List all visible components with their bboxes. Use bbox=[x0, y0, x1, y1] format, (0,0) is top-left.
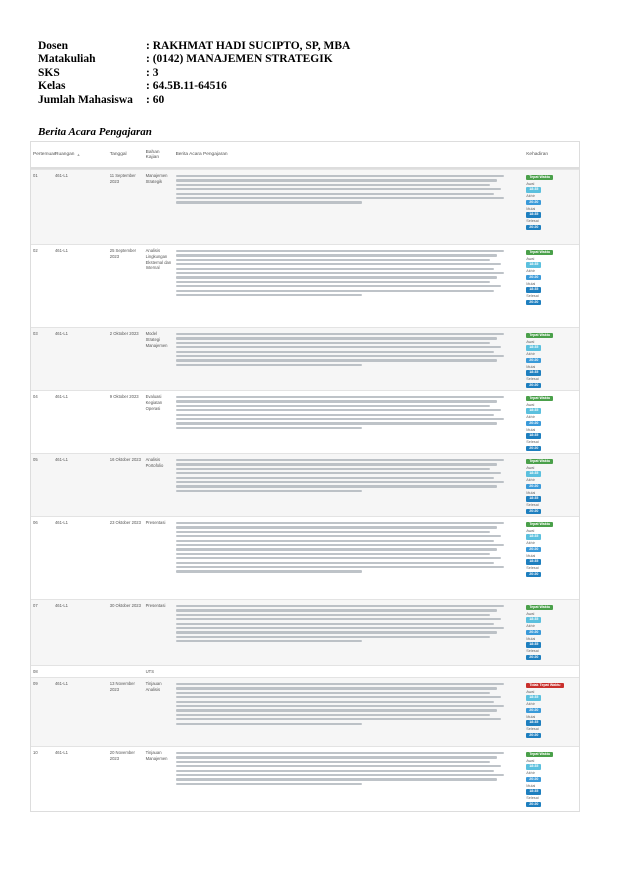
label-awal: Awal bbox=[526, 181, 535, 186]
cell-ruangan: 461-L1 bbox=[54, 248, 68, 253]
label-akhir: Akhir bbox=[526, 702, 535, 706]
text-line bbox=[176, 535, 501, 537]
cell-ruangan: 461-L1 bbox=[54, 331, 68, 336]
cell-ruangan: 461-L1 bbox=[54, 520, 68, 525]
cell-kehadiran bbox=[516, 747, 579, 811]
label-awal: Awal bbox=[526, 402, 535, 407]
time-badge: 20:20 bbox=[526, 547, 541, 553]
cell-tanggal: 23 Oktober 2023 bbox=[109, 520, 141, 525]
text-line bbox=[176, 405, 491, 407]
cell-berita-acara bbox=[174, 245, 517, 327]
text-line bbox=[176, 188, 501, 190]
text-line bbox=[176, 640, 362, 642]
text-line bbox=[176, 692, 491, 694]
table-row bbox=[31, 599, 579, 665]
time-badge: 18:35 bbox=[526, 262, 541, 268]
cell-tanggal bbox=[108, 666, 144, 677]
text-line bbox=[176, 418, 505, 420]
info-row bbox=[38, 67, 350, 80]
text-line bbox=[176, 540, 494, 542]
time-badge: 20:20 bbox=[526, 708, 541, 714]
text-line bbox=[176, 250, 505, 252]
time-badge: 18:35 bbox=[526, 496, 541, 502]
cell-bahan-kajian: Model Strategi Manajemen bbox=[145, 331, 168, 348]
table-body bbox=[31, 169, 579, 811]
text-line bbox=[176, 531, 491, 533]
text-line bbox=[176, 609, 498, 611]
status-stack bbox=[526, 681, 577, 740]
text-line bbox=[176, 557, 501, 559]
label-selesai: Selesai bbox=[526, 377, 539, 381]
cell-kehadiran bbox=[516, 600, 579, 665]
text-line bbox=[176, 184, 491, 186]
info-label: Kelas bbox=[38, 80, 66, 93]
cell-ruangan: 461-L1 bbox=[54, 750, 68, 755]
label-selesai: Selesai bbox=[526, 566, 539, 570]
cell-pertemuan: 07 bbox=[33, 603, 38, 608]
text-line bbox=[176, 526, 498, 528]
text-line bbox=[176, 696, 501, 698]
text-line bbox=[176, 409, 501, 411]
text-line bbox=[176, 472, 501, 474]
text-line bbox=[176, 346, 501, 348]
text-line bbox=[176, 294, 362, 296]
info-value: : 60 bbox=[146, 93, 165, 106]
time-badge: 18:35 bbox=[526, 187, 541, 193]
info-row bbox=[38, 53, 350, 66]
status-stack bbox=[526, 457, 577, 516]
time-badge: 20:20 bbox=[526, 200, 541, 206]
cell-tanggal: 25 September 2023 bbox=[109, 248, 137, 259]
time-badge: 18:35 bbox=[526, 642, 541, 648]
text-line bbox=[176, 709, 498, 711]
time-badge: 20:20 bbox=[526, 802, 541, 808]
time-badge: 18:35 bbox=[526, 764, 541, 770]
cell-tanggal: 2 Oktober 2023 bbox=[109, 331, 139, 336]
label-mulai: Mulai bbox=[526, 427, 536, 432]
cell-bahan-kajian: Analisis Portofolio bbox=[145, 457, 164, 468]
status-badge: Tidak Tepat Waktu bbox=[526, 683, 563, 689]
text-line bbox=[176, 359, 498, 361]
label-selesai: Selesai bbox=[526, 796, 539, 800]
text-line bbox=[176, 254, 498, 256]
text-line bbox=[176, 627, 505, 629]
time-badge: 20:20 bbox=[526, 421, 541, 427]
time-badge: 20:20 bbox=[526, 655, 541, 661]
text-line bbox=[176, 427, 362, 429]
cell-ruangan: 461-L1 bbox=[54, 603, 68, 608]
label-selesai: Selesai bbox=[526, 649, 539, 653]
time-badge: 20:20 bbox=[526, 777, 541, 783]
time-badge: 18:35 bbox=[526, 408, 541, 414]
text-line bbox=[176, 605, 505, 607]
cell-ruangan: 461-L1 bbox=[54, 394, 68, 399]
text-line bbox=[176, 522, 505, 524]
label-awal: Awal bbox=[526, 689, 535, 694]
label-selesai: Selesai bbox=[526, 503, 539, 507]
text-line bbox=[176, 481, 505, 483]
label-mulai: Mulai bbox=[526, 553, 536, 558]
text-line bbox=[176, 701, 494, 703]
label-akhir: Akhir bbox=[526, 352, 535, 356]
time-badge: 20:20 bbox=[526, 225, 541, 231]
text-line bbox=[176, 355, 505, 357]
time-badge: 18:35 bbox=[526, 345, 541, 351]
col-bahan-kajian[interactable]: Bahan Kajian bbox=[145, 149, 160, 160]
cell-tanggal: 11 September 2023 bbox=[109, 173, 136, 184]
cell-pertemuan: 02 bbox=[33, 248, 38, 253]
label-mulai: Mulai bbox=[526, 490, 536, 495]
cell-tanggal: 16 Oktober 2023 bbox=[109, 457, 141, 462]
text-line bbox=[176, 714, 491, 716]
col-kehadiran[interactable]: Kehadiran bbox=[526, 152, 549, 157]
cell-kehadiran bbox=[516, 170, 579, 244]
time-badge: 20:20 bbox=[526, 300, 541, 306]
table-row bbox=[31, 169, 579, 244]
section-title: Berita Acara Pengajaran bbox=[38, 126, 152, 138]
cell-pertemuan: 06 bbox=[33, 520, 38, 525]
text-line bbox=[176, 364, 362, 366]
text-line bbox=[176, 623, 494, 625]
text-line bbox=[176, 618, 501, 620]
label-selesai: Selesai bbox=[526, 219, 539, 223]
cell-pertemuan: 10 bbox=[33, 750, 38, 755]
status-badge: Tepat Waktu bbox=[526, 459, 553, 465]
text-line bbox=[176, 761, 491, 763]
table-row bbox=[31, 453, 579, 516]
text-line bbox=[176, 723, 362, 725]
label-selesai: Selesai bbox=[526, 727, 539, 731]
info-row bbox=[38, 94, 350, 107]
time-badge: 18:35 bbox=[526, 433, 541, 439]
status-badge: Tepat Waktu bbox=[526, 396, 553, 402]
status-badge: Tepat Waktu bbox=[526, 175, 553, 181]
time-badge: 20:20 bbox=[526, 275, 541, 281]
cell-pertemuan: 01 bbox=[33, 173, 38, 178]
text-line bbox=[176, 396, 505, 398]
cell-bahan-kajian: Tinjauan Analisis bbox=[145, 681, 162, 692]
table-header bbox=[31, 142, 579, 169]
cell-berita-acara bbox=[174, 747, 517, 811]
cell-bahan-kajian: Presentasi bbox=[145, 603, 166, 608]
label-akhir: Akhir bbox=[526, 415, 535, 419]
text-line bbox=[176, 614, 491, 616]
label-akhir: Akhir bbox=[526, 771, 535, 775]
label-awal: Awal bbox=[526, 339, 535, 344]
info-value: : (0142) MANAJEMEN STRATEGIK bbox=[146, 53, 333, 66]
text-line bbox=[176, 752, 505, 754]
info-row bbox=[38, 80, 350, 93]
label-akhir: Akhir bbox=[526, 194, 535, 198]
cell-ruangan: 461-L1 bbox=[54, 681, 68, 686]
cell-pertemuan: 03 bbox=[33, 331, 38, 336]
cell-ruangan: 461-L1 bbox=[54, 173, 68, 178]
cell-berita-acara bbox=[174, 454, 517, 516]
table-row bbox=[31, 665, 579, 677]
text-line bbox=[176, 263, 501, 265]
text-line bbox=[176, 290, 494, 292]
status-stack bbox=[526, 173, 577, 232]
cell-berita-acara bbox=[174, 170, 517, 244]
cell-bahan-kajian: UTS bbox=[145, 669, 154, 674]
cell-berita-acara bbox=[174, 666, 517, 677]
text-line bbox=[176, 463, 498, 465]
table-row bbox=[31, 516, 579, 599]
status-badge: Tepat Waktu bbox=[526, 250, 553, 256]
info-value: : 64.5B.11-64516 bbox=[146, 80, 227, 93]
label-selesai: Selesai bbox=[526, 294, 539, 298]
text-line bbox=[176, 175, 505, 177]
text-line bbox=[176, 414, 494, 416]
cell-bahan-kajian: Presentasi bbox=[145, 520, 166, 525]
text-line bbox=[176, 544, 505, 546]
text-line bbox=[176, 259, 491, 261]
cell-kehadiran bbox=[516, 454, 579, 516]
text-line bbox=[176, 351, 494, 353]
label-mulai: Mulai bbox=[526, 783, 536, 788]
info-row bbox=[38, 40, 350, 53]
status-stack bbox=[526, 750, 577, 809]
time-badge: 18:35 bbox=[526, 287, 541, 293]
status-badge: Tepat Waktu bbox=[526, 522, 553, 528]
label-akhir: Akhir bbox=[526, 269, 535, 273]
text-line bbox=[176, 477, 494, 479]
table-row bbox=[31, 390, 579, 453]
text-line bbox=[176, 774, 505, 776]
cell-berita-acara bbox=[174, 600, 517, 665]
text-line bbox=[176, 422, 498, 424]
cell-pertemuan: 04 bbox=[33, 394, 38, 399]
status-badge: Tepat Waktu bbox=[526, 752, 553, 758]
cell-tanggal: 9 Oktober 2023 bbox=[109, 394, 139, 399]
time-badge: 20:20 bbox=[526, 509, 541, 515]
cell-pertemuan: 09 bbox=[33, 681, 38, 686]
text-line bbox=[176, 756, 498, 758]
time-badge: 18:35 bbox=[526, 559, 541, 565]
text-line bbox=[176, 570, 362, 572]
time-badge: 20:20 bbox=[526, 733, 541, 739]
info-value: : RAKHMAT HADI SUCIPTO, SP, MBA bbox=[146, 40, 351, 52]
cell-tanggal: 20 November 2023 bbox=[109, 750, 135, 761]
time-badge: 20:20 bbox=[526, 572, 541, 578]
status-stack bbox=[526, 603, 577, 662]
label-akhir: Akhir bbox=[526, 541, 535, 545]
text-line bbox=[176, 490, 362, 492]
cell-bahan-kajian: Evaluasi Kegiatan Operasi bbox=[145, 394, 163, 411]
label-awal: Awal bbox=[526, 528, 535, 533]
text-line bbox=[176, 485, 498, 487]
col-tanggal[interactable]: Tanggal bbox=[109, 152, 127, 157]
text-line bbox=[176, 268, 494, 270]
cell-berita-acara bbox=[174, 391, 517, 453]
table-row bbox=[31, 746, 579, 811]
info-label: SKS bbox=[38, 66, 60, 79]
label-mulai: Mulai bbox=[526, 636, 536, 641]
text-line bbox=[176, 553, 491, 555]
text-line bbox=[176, 778, 498, 780]
text-line bbox=[176, 687, 498, 689]
sort-icon: ▲ bbox=[76, 152, 81, 157]
status-stack bbox=[526, 394, 577, 453]
text-line bbox=[176, 562, 494, 564]
label-awal: Awal bbox=[526, 256, 535, 261]
text-line bbox=[176, 197, 505, 199]
col-pertemuan[interactable]: Pertemuan bbox=[33, 152, 57, 157]
text-line bbox=[176, 631, 498, 633]
cell-tanggal: 30 Oktober 2023 bbox=[109, 603, 141, 608]
time-badge: 18:35 bbox=[526, 695, 541, 701]
table-row bbox=[31, 244, 579, 327]
cell-pertemuan: 08 bbox=[33, 669, 38, 674]
cell-kehadiran bbox=[516, 517, 579, 599]
cell-bahan-kajian: Analisis Lingkungan Eksternal dan Internal bbox=[145, 248, 172, 271]
status-badge: Tepat Waktu bbox=[526, 333, 553, 339]
info-label: Matakuliah bbox=[38, 53, 96, 66]
cell-bahan-kajian: Tinjauan Manajemen bbox=[145, 750, 168, 761]
text-line bbox=[176, 783, 362, 785]
text-line bbox=[176, 281, 491, 283]
label-mulai: Mulai bbox=[526, 364, 536, 369]
text-line bbox=[176, 193, 494, 195]
text-line bbox=[176, 272, 505, 274]
text-line bbox=[176, 548, 498, 550]
text-line bbox=[176, 705, 505, 707]
text-line bbox=[176, 337, 498, 339]
cell-ruangan: 461-L1 bbox=[54, 457, 68, 462]
label-awal: Awal bbox=[526, 758, 535, 763]
cell-berita-acara bbox=[174, 678, 517, 746]
time-badge: 20:20 bbox=[526, 446, 541, 452]
text-line bbox=[176, 468, 491, 470]
label-selesai: Selesai bbox=[526, 440, 539, 444]
time-badge: 18:35 bbox=[526, 212, 541, 218]
time-badge: 18:35 bbox=[526, 534, 541, 540]
text-line bbox=[176, 718, 501, 720]
cell-ruangan bbox=[53, 666, 108, 677]
table-row bbox=[31, 327, 579, 390]
course-info bbox=[38, 40, 350, 107]
text-line bbox=[176, 566, 505, 568]
text-line bbox=[176, 683, 505, 685]
cell-kehadiran bbox=[516, 666, 579, 677]
text-line bbox=[176, 400, 498, 402]
label-akhir: Akhir bbox=[526, 624, 535, 628]
col-ruangan[interactable]: Ruangan ▲ bbox=[55, 152, 81, 157]
text-line bbox=[176, 636, 491, 638]
cell-kehadiran bbox=[516, 245, 579, 327]
cell-berita-acara bbox=[174, 517, 517, 599]
text-line bbox=[176, 201, 362, 203]
time-badge: 18:35 bbox=[526, 370, 541, 376]
time-badge: 20:20 bbox=[526, 383, 541, 389]
berita-acara-table bbox=[30, 141, 580, 812]
text-line bbox=[176, 179, 498, 181]
label-akhir: Akhir bbox=[526, 478, 535, 482]
col-berita-acara[interactable]: Berita Acara Pengajaran bbox=[175, 152, 228, 157]
time-badge: 18:35 bbox=[526, 617, 541, 623]
status-stack bbox=[526, 331, 577, 390]
cell-kehadiran bbox=[516, 391, 579, 453]
text-line bbox=[176, 459, 505, 461]
time-badge: 18:35 bbox=[526, 720, 541, 726]
info-label: Jumlah Mahasiswa bbox=[38, 93, 133, 106]
time-badge: 18:35 bbox=[526, 471, 541, 477]
time-badge: 20:20 bbox=[526, 358, 541, 364]
text-line bbox=[176, 285, 501, 287]
cell-berita-acara bbox=[174, 328, 517, 390]
cell-kehadiran bbox=[516, 328, 579, 390]
label-mulai: Mulai bbox=[526, 714, 536, 719]
label-mulai: Mulai bbox=[526, 206, 536, 211]
status-stack bbox=[526, 248, 577, 307]
status-badge: Tepat Waktu bbox=[526, 605, 553, 611]
cell-tanggal: 13 November 2023 bbox=[109, 681, 135, 692]
time-badge: 20:20 bbox=[526, 484, 541, 490]
text-line bbox=[176, 770, 494, 772]
text-line bbox=[176, 342, 491, 344]
label-awal: Awal bbox=[526, 465, 535, 470]
status-stack bbox=[526, 520, 577, 579]
info-value: : 3 bbox=[146, 66, 159, 79]
label-awal: Awal bbox=[526, 611, 535, 616]
text-line bbox=[176, 333, 505, 335]
text-line bbox=[176, 765, 501, 767]
text-line bbox=[176, 276, 498, 278]
table-row bbox=[31, 677, 579, 746]
label-mulai: Mulai bbox=[526, 281, 536, 286]
cell-pertemuan: 05 bbox=[33, 457, 38, 462]
cell-bahan-kajian: Manajemen Strategik bbox=[145, 173, 168, 184]
info-label: Dosen bbox=[38, 40, 69, 52]
cell-kehadiran bbox=[516, 678, 579, 746]
time-badge: 20:20 bbox=[526, 630, 541, 636]
time-badge: 18:35 bbox=[526, 789, 541, 795]
